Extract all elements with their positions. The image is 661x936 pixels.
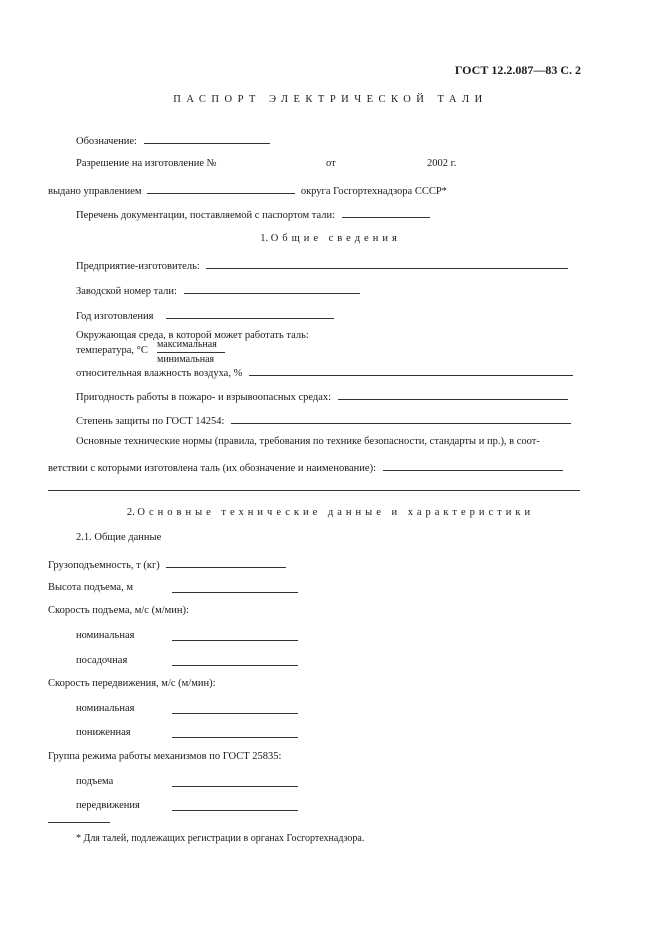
issued-row — [48, 184, 447, 198]
permission-label: Разрешение на изготовление № — [76, 158, 217, 169]
norms-row-2 — [48, 461, 563, 475]
nominal-lift-label: номинальная — [76, 630, 135, 641]
humidity-blank[interactable] — [249, 366, 573, 376]
issued-label: выдано управлением — [48, 186, 142, 197]
travel-label: передвижения — [76, 800, 140, 811]
lifting-blank[interactable] — [172, 777, 298, 787]
section-2-title: Основные технические данные и характеристики — [137, 507, 535, 518]
footnote-divider — [48, 822, 110, 823]
capacity-row — [48, 558, 286, 572]
nominal-lift-row — [172, 631, 298, 645]
designation-row — [76, 134, 270, 148]
temperature-max-label: максимальная — [157, 339, 217, 350]
protection-row — [76, 414, 571, 428]
section-1-heading — [0, 234, 661, 245]
mode-group-label: Группа режима работы механизмов по ГОСТ 25835: — [48, 751, 282, 762]
issued-blank[interactable] — [147, 184, 295, 194]
nominal-travel-label: номинальная — [76, 703, 135, 714]
temperature-min-label: минимальная — [157, 354, 215, 365]
lifting-row — [172, 777, 298, 791]
manufacturer-label: Предприятие-изготовитель: — [76, 261, 200, 272]
standard-header: ГОСТ 12.2.087—83 С. 2 — [454, 63, 581, 77]
serial-row — [76, 284, 360, 298]
landing-row — [172, 656, 298, 670]
landing-blank[interactable] — [172, 656, 298, 666]
travel-speed-label: Скорость передвижения, м/с (м/мин): — [48, 678, 216, 689]
fire-safety-blank[interactable] — [338, 390, 568, 400]
designation-label: Обозначение: — [76, 136, 137, 147]
serial-blank[interactable] — [184, 284, 360, 294]
humidity-label: относительная влажность воздуха, % — [76, 368, 243, 379]
section-1-title: Общие сведения — [270, 233, 401, 244]
year-made-label: Год изготовления — [76, 311, 154, 322]
documentation-label: Перечень документации, поставляемой с паспортом тали: — [76, 210, 336, 221]
documentation-row — [76, 208, 430, 222]
year-label: 2002 г. — [427, 158, 457, 169]
environment-label: Окружающая среда, в которой может работать таль: — [76, 330, 309, 341]
documentation-blank[interactable] — [342, 208, 430, 218]
protection-blank[interactable] — [231, 414, 571, 424]
year-made-blank[interactable] — [166, 309, 334, 319]
fire-safety-label: Пригодность работы в пожаро- и взрывоопасных средах: — [76, 392, 332, 403]
lifting-label: подъема — [76, 776, 114, 787]
protection-label: Степень защиты по ГОСТ 14254: — [76, 416, 225, 427]
norms-extra-blank[interactable] — [48, 490, 580, 491]
from-label: от — [326, 158, 336, 169]
designation-blank[interactable] — [144, 134, 270, 144]
section-2-heading — [0, 508, 661, 519]
footnote: * Для талей, подлежащих регистрации в органах Госгортехнадзора. — [76, 833, 365, 844]
manufacturer-row — [76, 259, 568, 273]
reduced-label: пониженная — [76, 727, 131, 738]
reduced-blank[interactable] — [172, 728, 298, 738]
year-made-row — [76, 309, 334, 323]
capacity-label: Грузоподъемность, т (кг) — [48, 560, 160, 571]
norms-line-2: ветствии с которыми изготовлена таль (их обозначение и наименование): — [48, 463, 376, 474]
reduced-row — [172, 728, 298, 742]
norms-line-1: Основные технические нормы (правила, требования по технике безопасности, стандарты и пр.), в соот- — [76, 436, 540, 447]
travel-row — [172, 801, 298, 815]
subsection-2-1 — [76, 533, 161, 544]
landing-label: посадочная — [76, 655, 128, 666]
nominal-travel-blank[interactable] — [172, 704, 298, 714]
lift-speed-label: Скорость подъема, м/с (м/мин): — [48, 605, 189, 616]
capacity-blank[interactable] — [166, 558, 286, 568]
document-title: ПАСПОРТ ЭЛЕКТРИЧЕСКОЙ ТАЛИ — [173, 94, 488, 105]
travel-blank[interactable] — [172, 801, 298, 811]
manufacturer-blank[interactable] — [206, 259, 568, 269]
section-1-number: 1. — [260, 233, 269, 244]
subsection-title: Общие данные — [94, 532, 162, 543]
norms-blank[interactable] — [383, 461, 563, 471]
humidity-row — [76, 366, 573, 380]
fire-safety-row — [76, 390, 568, 404]
height-blank[interactable] — [172, 583, 298, 593]
nominal-lift-blank[interactable] — [172, 631, 298, 641]
height-row — [172, 583, 298, 597]
district-label: округа Госгортехнадзора СССР* — [300, 186, 447, 197]
serial-label: Заводской номер тали: — [76, 286, 177, 297]
section-2-number: 2. — [126, 507, 135, 518]
height-label: Высота подъема, м — [48, 582, 133, 593]
subsection-number: 2.1. — [76, 532, 92, 543]
fraction-bar — [157, 352, 225, 353]
nominal-travel-row — [172, 704, 298, 718]
temperature-label: температура, °С — [76, 345, 148, 356]
